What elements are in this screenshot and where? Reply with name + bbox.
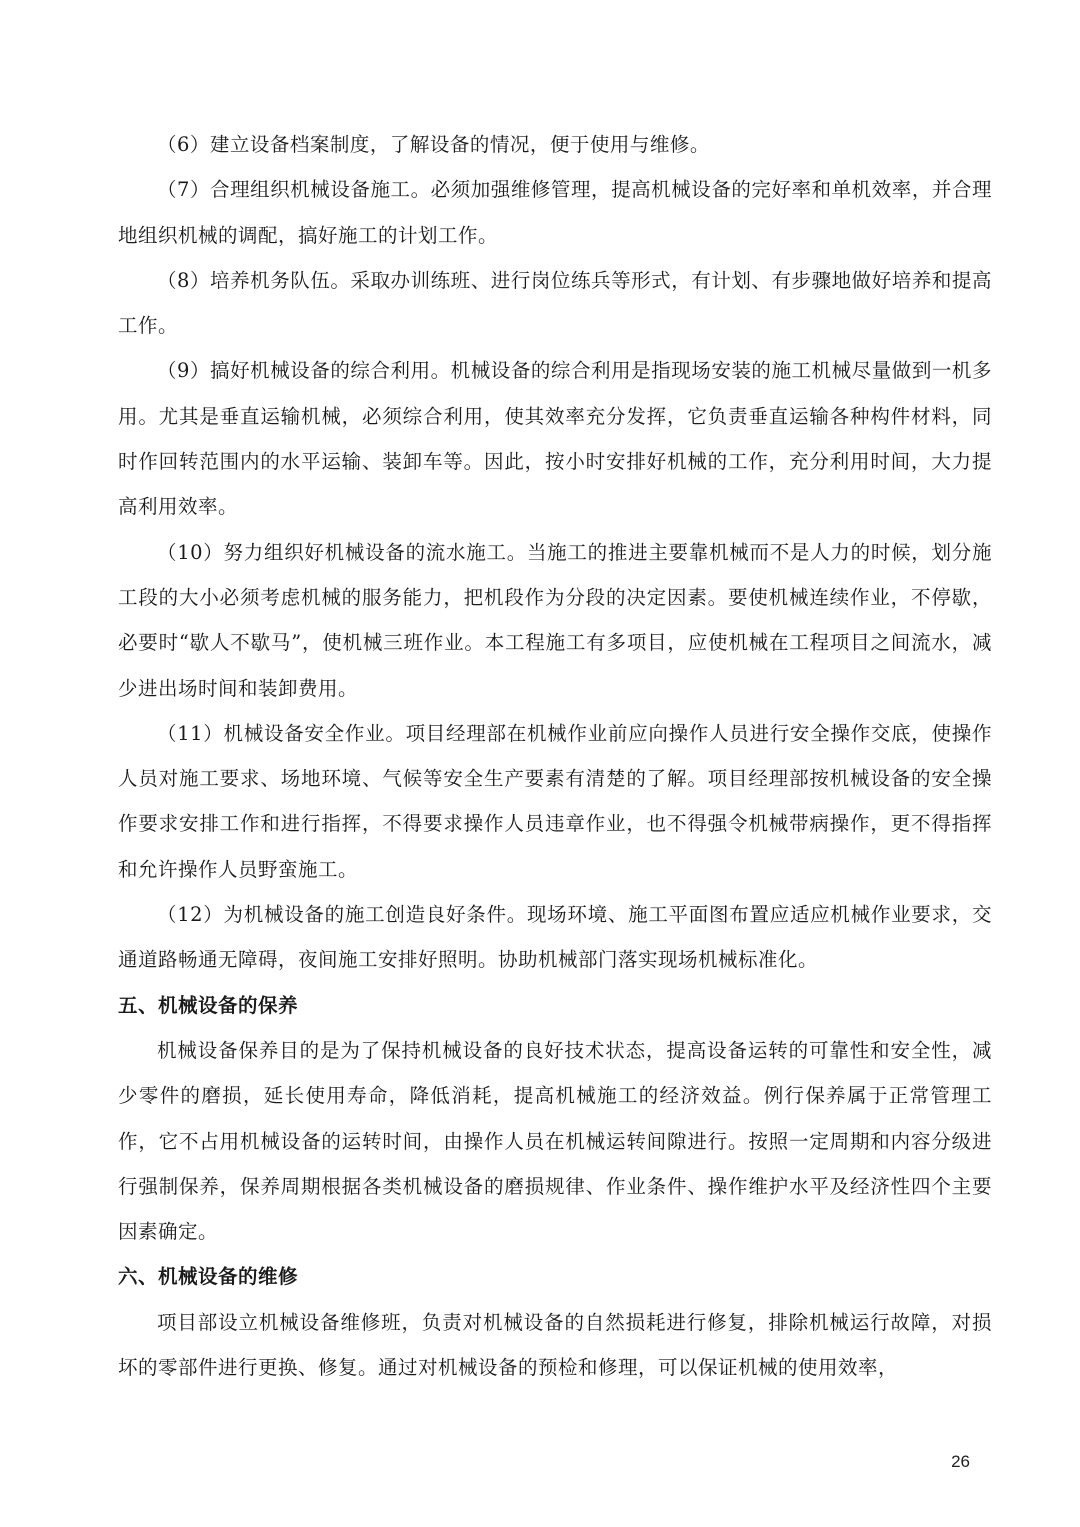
paragraph-item-10: （10）努力组织好机械设备的流水施工。当施工的推进主要靠机械而不是人力的时候，划分施工段的大小必须考虑机械的服务能力，把机段作为分段的决定因素。要使机械连续作业，不停歇，必要时“歇人不歇马”，使机械三班作业。本工程施工有多项目，应使机械在工程项目之间流水，减少进出场时间和装卸费用。 <box>118 540 992 700</box>
paragraph-repair: 项目部设立机械设备维修班，负责对机械设备的自然损耗进行修复，排除机械运行故障，对损坏的零部件进行更换、修复。通过对机械设备的预检和修理，可以保证机械的使用效率， <box>118 1310 992 1380</box>
paragraph-item-6: （6）建立设备档案制度，了解设备的情况，便于使用与维修。 <box>157 133 710 156</box>
paragraph-item-7: （7）合理组织机械设备施工。必须加强维修管理，提高机械设备的完好率和单机效率，并合理地组织机械的调配，搞好施工的计划工作。 <box>118 178 992 247</box>
paragraph-item-11: （11）机械设备安全作业。项目经理部在机械作业前应向操作人员进行安全操作交底，使操作人员对施工要求、场地环境、气候等安全生产要素有清楚的了解。项目经理部按机械设备的安全操作要求安排工作和进行指挥，不得要求操作人员违章作业，也不得强令机械带病操作，更不得指挥和允许操作人员野蛮施工。 <box>118 721 992 881</box>
page-number: 26 <box>951 1452 970 1471</box>
paragraph-item-12: （12）为机械设备的施工创造良好条件。现场环境、施工平面图布置应适应机械作业要求，交通道路畅通无障碍，夜间施工安排好照明。协助机械部门落实现场机械标准化。 <box>118 903 992 972</box>
section-heading-maintenance: 五、机械设备的保养 <box>118 993 299 1017</box>
paragraph-item-8: （8）培养机务队伍。采取办训练班、进行岗位练兵等形式，有计划、有步骤地做好培养和提高工作。 <box>118 268 992 338</box>
paragraph-maintenance: 机械设备保养目的是为了保持机械设备的良好技术状态，提高设备运转的可靠性和安全性，减少零件的磨损，延长使用寿命，降低消耗，提高机械施工的经济效益。例行保养属于正常管理工作，它不占用机械设备的运转时间，由操作人员在机械运转间隙进行。按照一定周期和内容分级进行强制保养，保养周期根据各类机械设备的磨损规律、作业条件、操作维护水平及经济性四个主要因素确定。 <box>118 1038 992 1244</box>
document-body <box>118 122 992 1390</box>
paragraph-item-9: （9）搞好机械设备的综合利用。机械设备的综合利用是指现场安装的施工机械尽量做到一机多用。尤其是垂直运输机械，必须综合利用，使其效率充分发挥，它负责垂直运输各种构件材料，同时作回转范围内的水平运输、装卸车等。因此，按小时安排好机械的工作，充分利用时间，大力提高利用效率。 <box>118 359 992 519</box>
section-heading-repair: 六、机械设备的维修 <box>118 1265 299 1289</box>
